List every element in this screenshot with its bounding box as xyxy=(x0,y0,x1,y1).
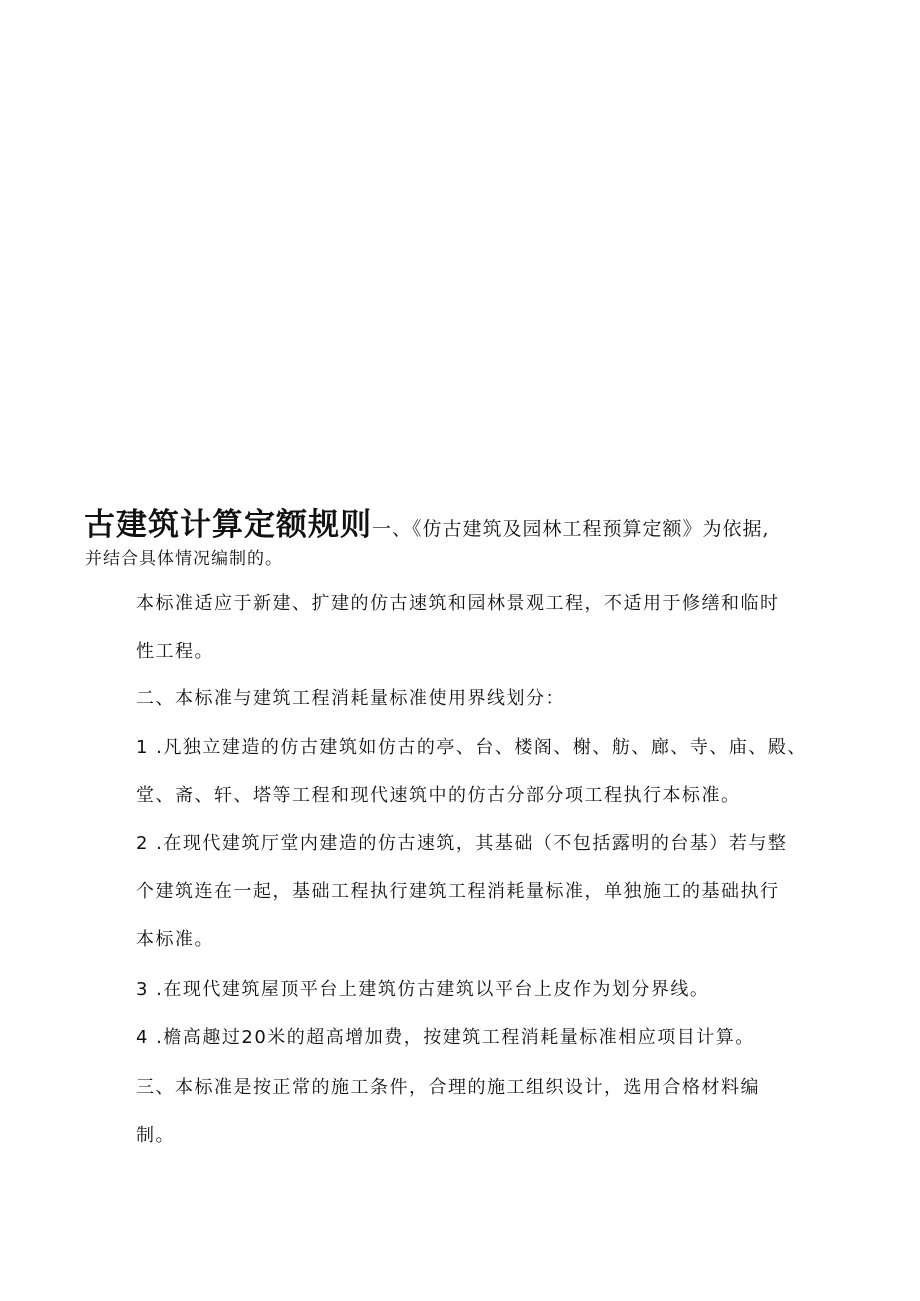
section-heading: 二、本标准与建筑工程消耗量标准使用界线划分： xyxy=(136,688,565,709)
heading-line xyxy=(84,505,770,550)
paragraph-line: 本标准适应于新建、扩建的仿古速筑和园林景观工程，不适用于修缮和临时 xyxy=(136,593,780,614)
paragraph-line: 本标准。 xyxy=(136,929,214,950)
paragraph-line: 制。 xyxy=(136,1125,175,1146)
list-item: 1 .凡独立建造的仿古建筑如仿古的亭、台、楼阁、榭、舫、廊、寺、庙、殿、 xyxy=(136,737,807,758)
list-item: 2 .在现代建筑厅堂内建造的仿古速筑，其基础（不包括露明的台基）若与整 xyxy=(136,833,788,854)
paragraph-line: 个建筑连在一起，基础工程执行建筑工程消耗量标准，单独施工的基础执行 xyxy=(136,881,780,902)
list-item: 4 .檐高趣过20米的超高增加费，按建筑工程消耗量标准相应项目计算。 xyxy=(136,1027,755,1048)
paragraph-line: 堂、斋、轩、塔等工程和现代速筑中的仿古分部分项工程执行本标准。 xyxy=(136,785,741,806)
section-heading: 三、本标准是按正常的施工条件，合理的施工组织设计，选用合格材料编 xyxy=(136,1077,760,1098)
document-lead: 一、《仿古建筑及园林工程预算定额》为依据, xyxy=(372,518,770,540)
list-item: 3 .在现代建筑屋顶平台上建筑仿古建筑以平台上皮作为划分界线。 xyxy=(136,979,710,1000)
document-title: 古建筑计算定额规则 xyxy=(84,507,372,543)
paragraph-line: 性工程。 xyxy=(136,641,214,662)
paragraph-line: 并结合具体情况编制的。 xyxy=(85,549,283,569)
